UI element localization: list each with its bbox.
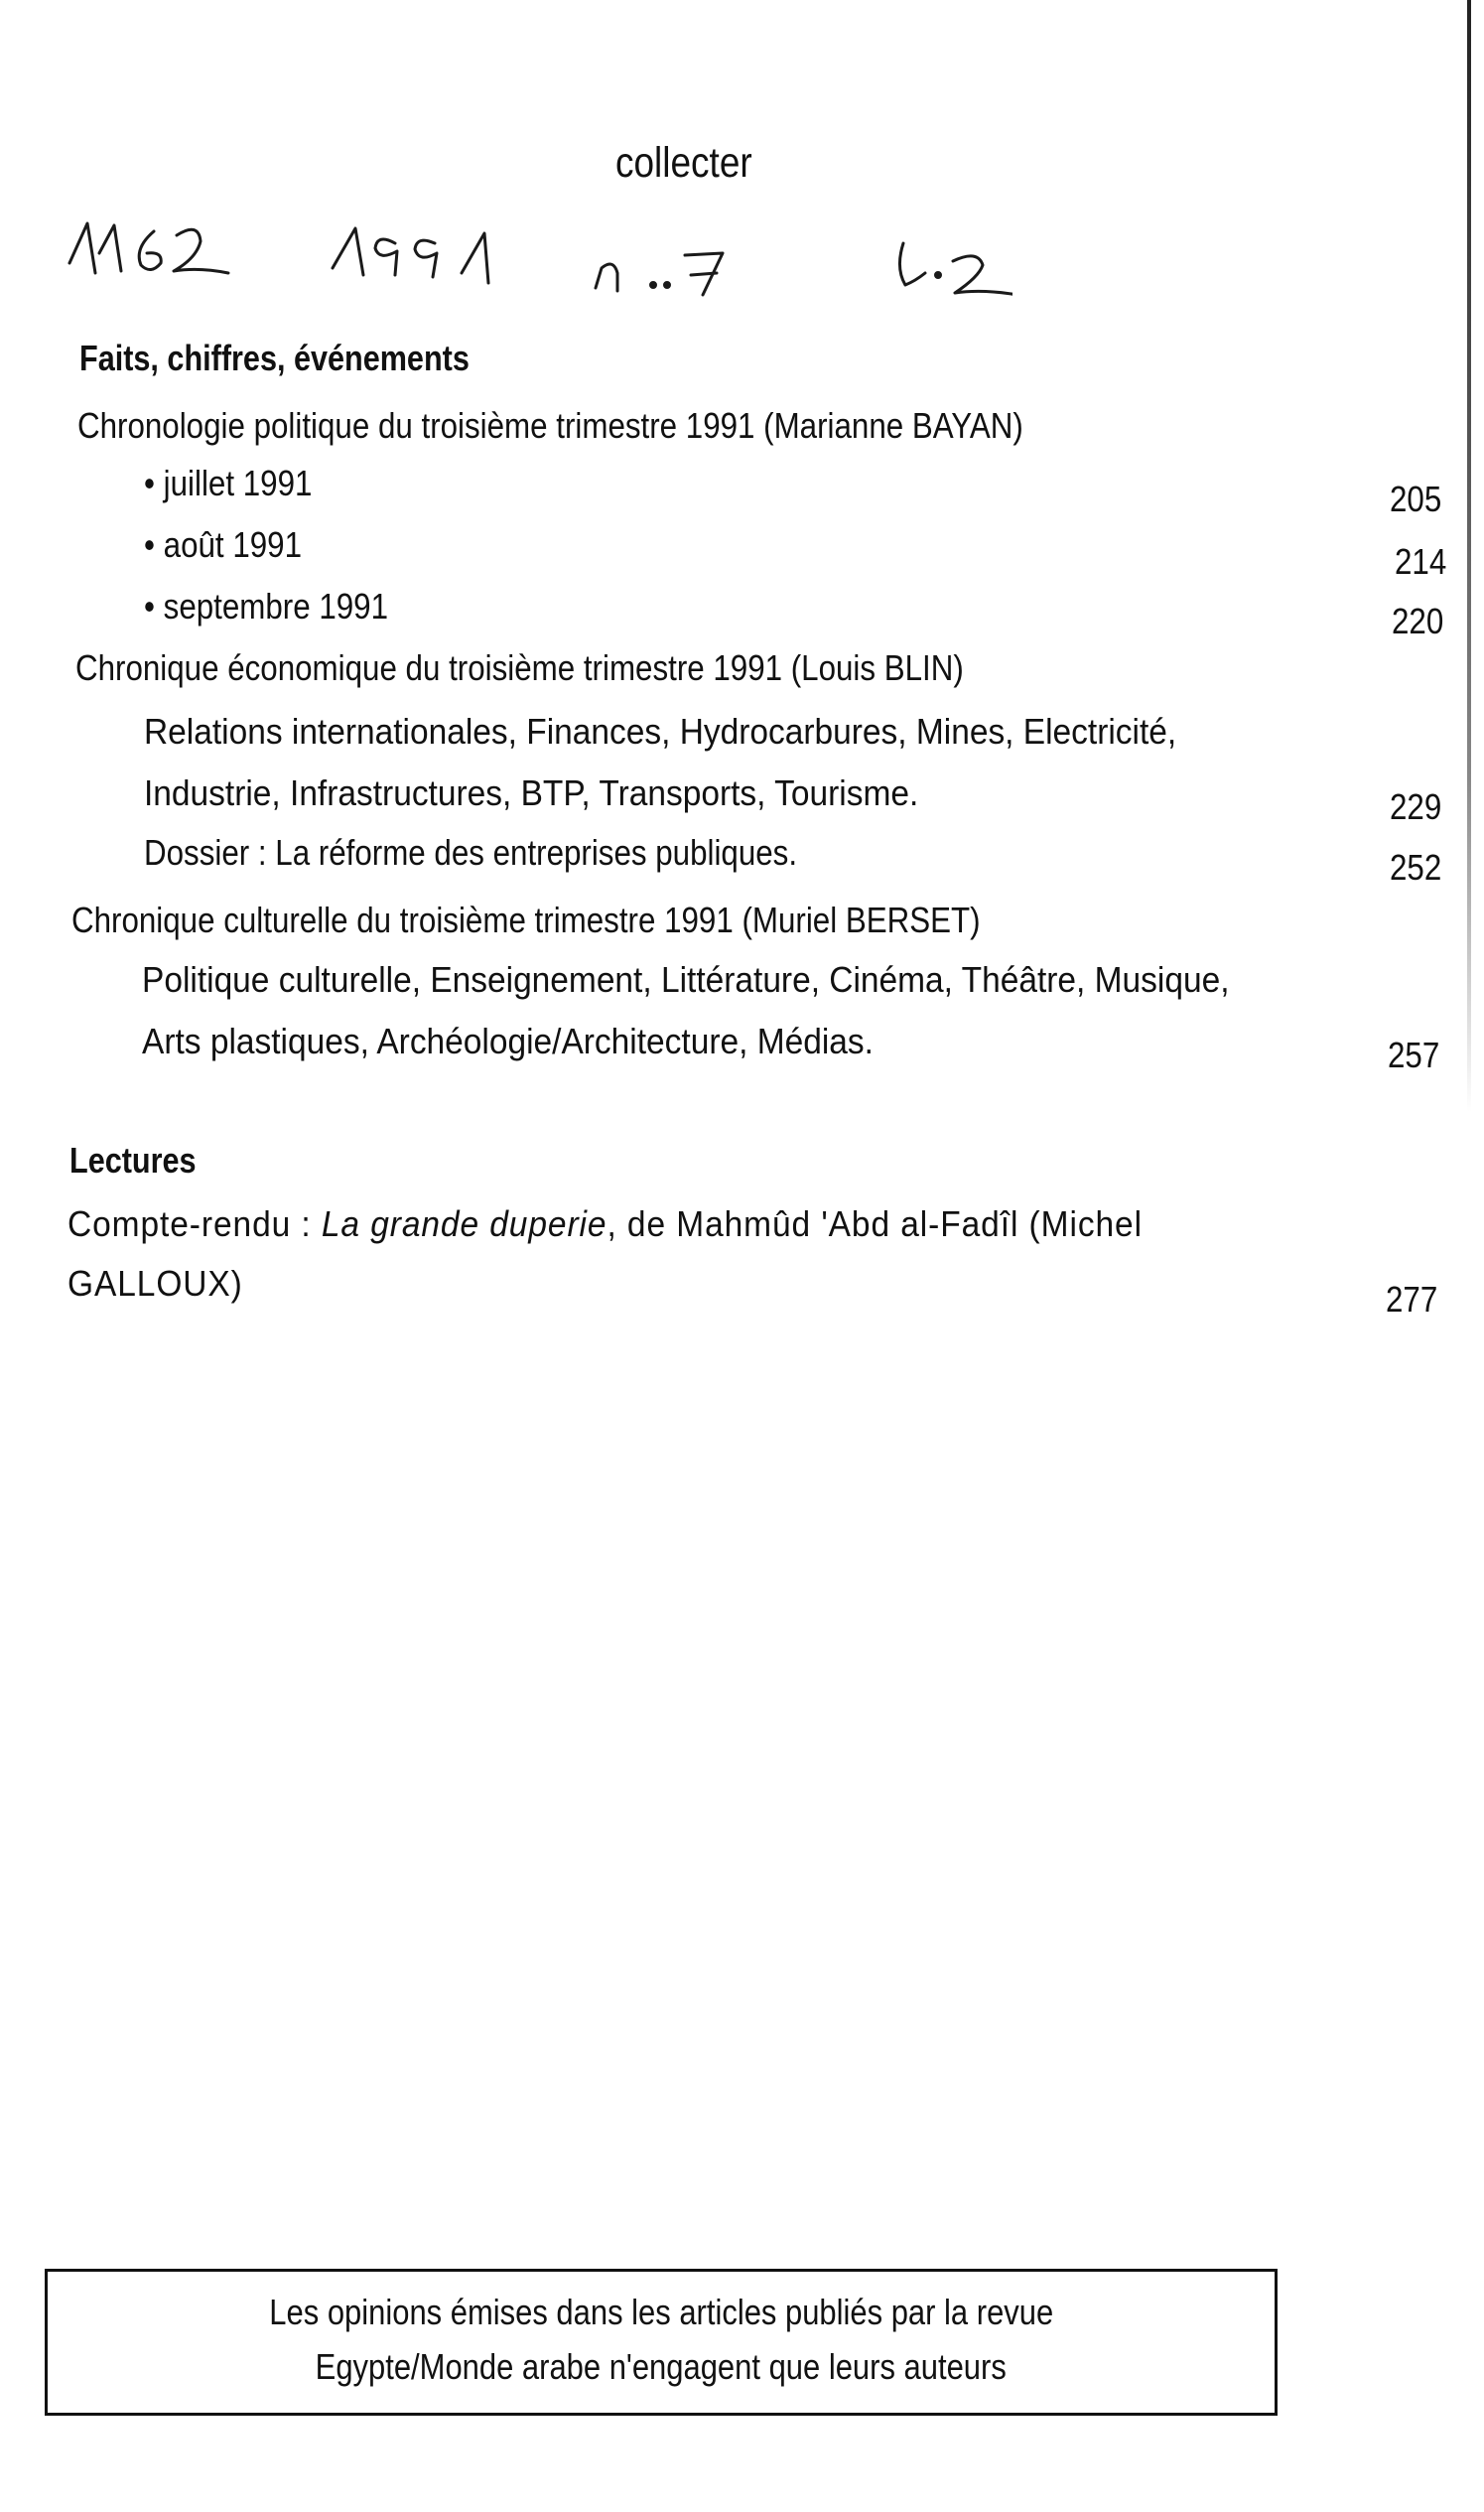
page-number-dossier: 252 [1390, 847, 1442, 888]
page-number-septembre: 220 [1392, 601, 1444, 641]
economique-topics-line2: Industrie, Infrastructures, BTP, Transports, Tourisme. [144, 772, 919, 813]
header-word: collecter [615, 139, 752, 187]
disclaimer-line2: Egypte/Monde arabe n'engagent que leurs auteurs [315, 2346, 1008, 2387]
disclaimer-box [45, 2269, 1278, 2416]
month-item-juillet: • juillet 1991 [144, 463, 313, 503]
culturelle-topics-line2: Arts plastiques, Archéologie/Architecture, Médias. [142, 1021, 874, 1061]
economique-title: Chronique économique du troisième trimestre 1991 (Louis BLIN) [75, 647, 964, 688]
page-edge-shadow [1467, 0, 1471, 1112]
page-number-review: 277 [1386, 1279, 1438, 1320]
review-book-title: La grande duperie [321, 1203, 607, 1244]
economique-topics-line1: Relations internationales, Finances, Hydrocarbures, Mines, Electricité, [144, 711, 1177, 752]
section-title-faits: Faits, chiffres, événements [79, 338, 470, 378]
review-line2: GALLOUX) [67, 1263, 243, 1304]
review-suffix: , de Mahmûd 'Abd al-Fadîl (Michel [607, 1203, 1143, 1244]
dossier-line: Dossier : La réforme des entreprises publiques. [144, 832, 798, 873]
handwritten-note [60, 213, 1012, 323]
disclaimer-line1: Les opinions émises dans les articles publiés par la revue [269, 2292, 1053, 2332]
month-item-septembre: • septembre 1991 [144, 586, 389, 627]
page-number-aout: 214 [1395, 541, 1447, 582]
section-title-lectures: Lectures [69, 1140, 197, 1181]
chronologie-title: Chronologie politique du troisième trimestre 1991 (Marianne BAYAN) [77, 405, 1023, 446]
review-line1 [67, 1203, 1143, 1245]
page-number-culturelle: 257 [1388, 1035, 1440, 1075]
culturelle-title: Chronique culturelle du troisième trimestre 1991 (Muriel BERSET) [71, 900, 981, 940]
month-item-aout: • août 1991 [144, 524, 303, 565]
page-number-economique: 229 [1390, 786, 1442, 827]
culturelle-topics-line1: Politique culturelle, Enseignement, Littérature, Cinéma, Théâtre, Musique, [142, 959, 1230, 1000]
page-number-juillet: 205 [1390, 479, 1442, 519]
review-prefix: Compte-rendu : [67, 1203, 322, 1244]
